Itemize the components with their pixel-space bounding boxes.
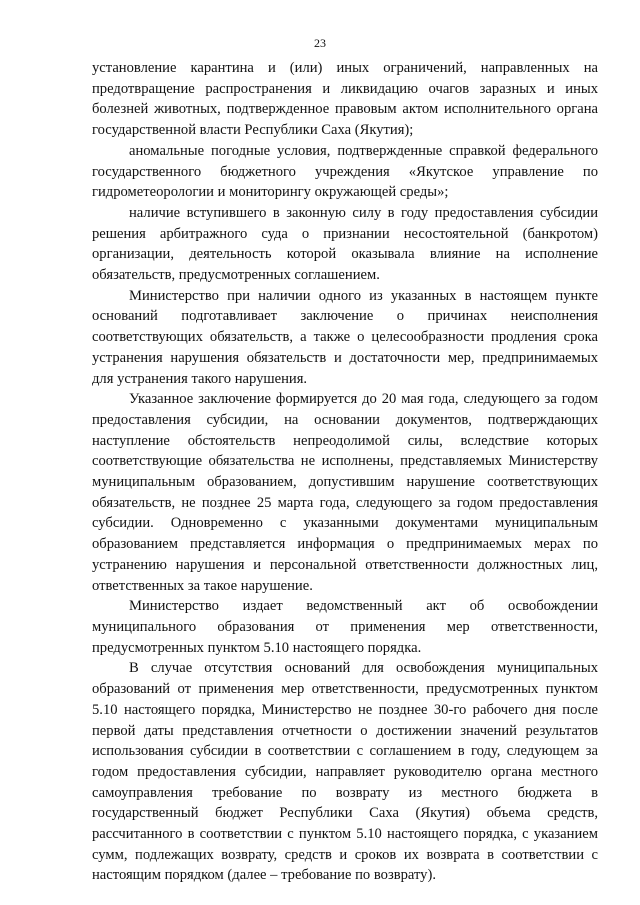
page-number: 23 bbox=[314, 36, 326, 50]
document-body bbox=[92, 58, 598, 886]
paragraph-weather: аномальные погодные условия, подтвержденные справкой федерального государственного бюджетного учреждения «Якутское управление по гидрометеорологии и мониторингу окружающей среды»; bbox=[92, 142, 598, 201]
paragraph-refund-requirement: В случае отсутствия оснований для освобождения муниципальных образований от применения мер ответственности, предусмотренных пунктом 5.10 настоящего порядка, Министерство не позднее 30-го рабочего дня после первой даты представления отчетности о достижении значений результатов использования субсидии в соответствии с соглашением в году, следующем за годом предоставления субсидии, направляет руководителю органа местного самоуправления требование по возврату из местного бюджета в государственный бюджет Республики Саха (Якутия) объема средств, рассчитанного в соответствии с пунктом 5.10 настоящего порядка, с указанием сумм, подлежащих возврату, средств и сроков их возврата в соответствии с настоящим порядком (далее – требование по возврату). bbox=[92, 660, 598, 884]
paragraph-ministry-act: Министерство издает ведомственный акт об освобождении муниципального образования от применения мер ответственности, предусмотренных пунктом 5.10 настоящего порядка. bbox=[92, 598, 598, 656]
paragraph-ministry-conclusion: Министерство при наличии одного из указанных в настоящем пункте оснований подготавливает заключение о причинах неисполнения соответствующих обязательств, а также о целесообразности продления срока устранения нарушения обязательств и достаточности мер, предпринимаемых для устранения такого нарушения. bbox=[92, 287, 598, 387]
paragraph-conclusion-formation: Указанное заключение формируется до 20 мая года, следующего за годом предоставления субсидии, на основании документов, подтверждающих наступление обстоятельств непреодолимой силы, вследствие которых соответствующие обязательства не исполнены, представляемых Министерству муниципальным образованием, допустившим нарушение соответствующих обязательств, не позднее 25 марта года, следующего за годом предоставления субсидии. Одновременно с указанными документами муниципальным образованием представляется информация о предпринимаемых мерах по устранению нарушения и персональной ответственности должностных лиц, ответственных за такое нарушение. bbox=[92, 391, 598, 594]
paragraph-quarantine: установление карантина и (или) иных ограничений, направленных на предотвращение распространения и ликвидацию очагов заразных и иных болезней животных, подтвержденное правовым актом исполнительного органа государственной власти Республики Саха (Якутия); bbox=[92, 60, 598, 139]
paragraph-bankruptcy: наличие вступившего в законную силу в году предоставления субсидии решения арбитражного суда о признании несостоятельной (банкротом) организации, деятельность которой оказывала влияние на исполнение обязательств, предусмотренных соглашением. bbox=[92, 204, 598, 284]
